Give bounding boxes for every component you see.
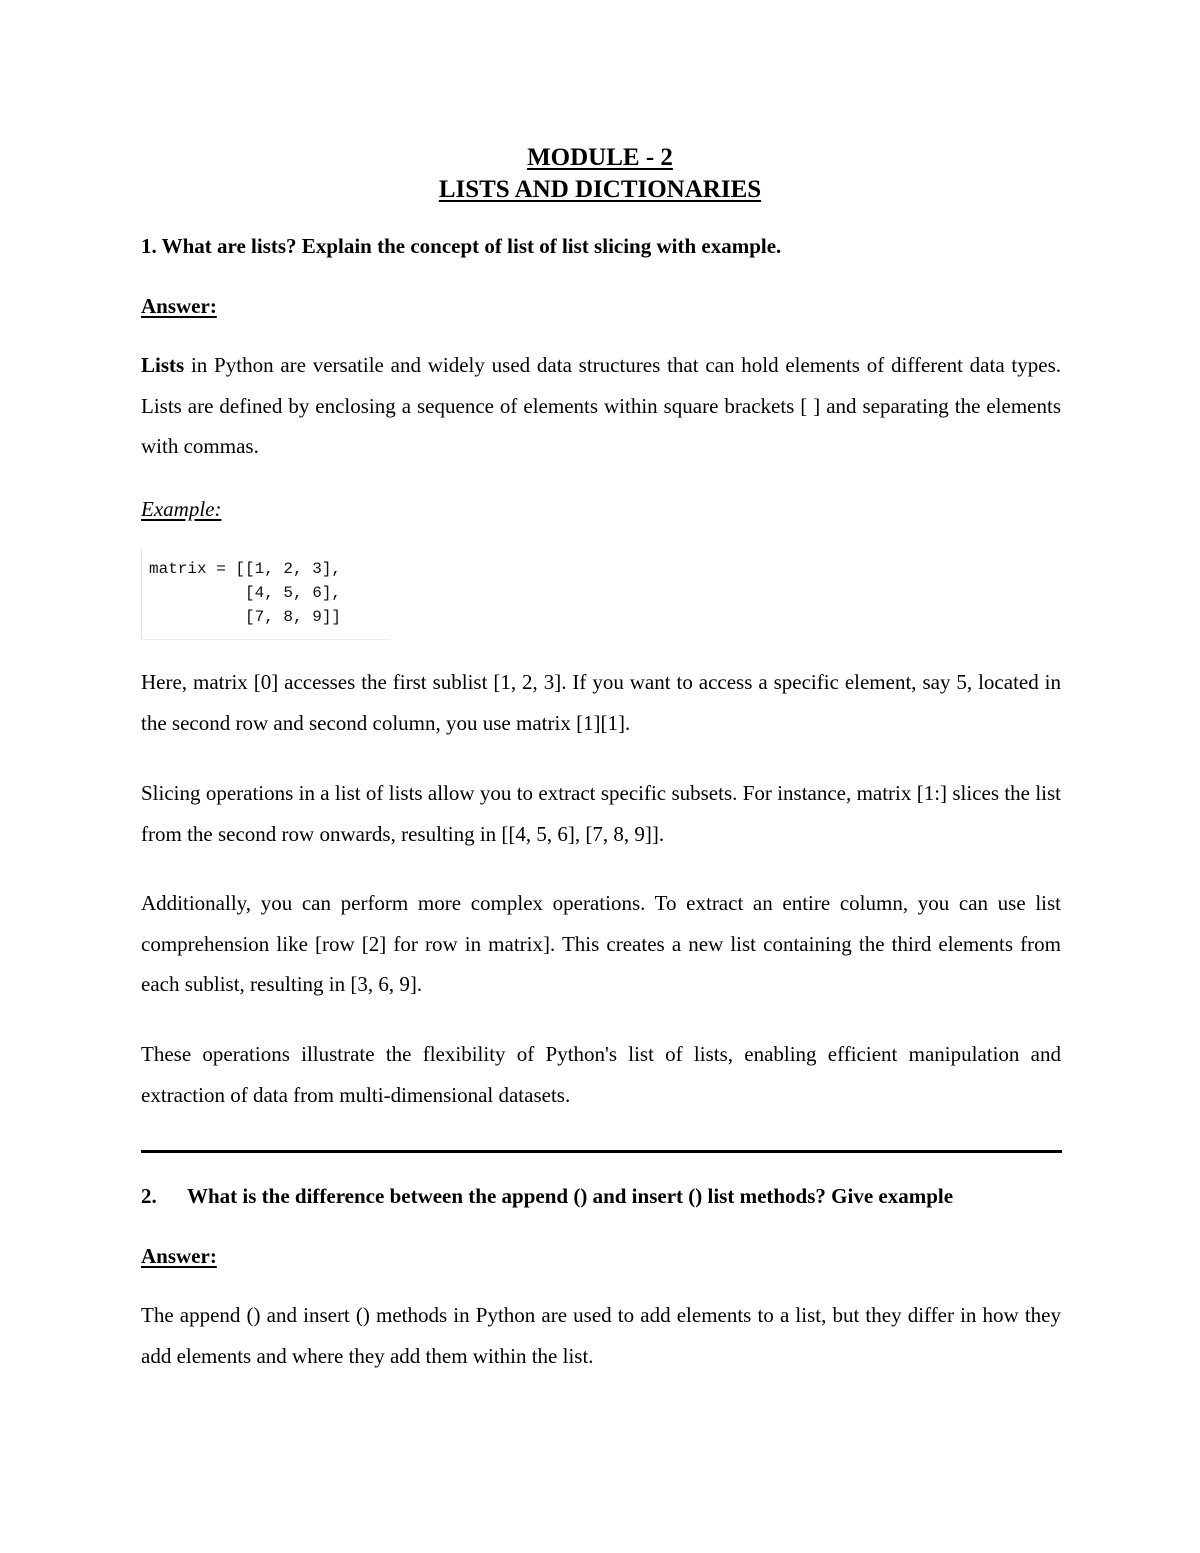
module-title: MODULE - 2	[527, 144, 673, 171]
q1-intro-paragraph	[141, 345, 1061, 467]
q2-paragraph-1: The append () and insert () methods in Python are used to add elements to a list, but they differ in how they add elements and where they add them within the list.	[141, 1303, 1061, 1368]
example-label: Example:	[141, 497, 222, 521]
q1-paragraph-4: Additionally, you can perform more complex operations. To extract an entire column, you can use list comprehension like [row [2] for row in matrix]. This creates a new list containing the third elements from each sublist, resulting in [3, 6, 9].	[141, 891, 1061, 996]
lists-term: Lists	[141, 353, 185, 377]
code-example-box	[141, 549, 390, 640]
module-subtitle: LISTS AND DICTIONARIES	[438, 176, 762, 203]
question-2-text: What is the difference between the append () and insert () list methods? Give example	[187, 1184, 954, 1208]
q1-paragraph-3: Slicing operations in a list of lists allow you to extract specific subsets. For instance, matrix [1:] slices the list from the second row onwards, resulting in [[4, 5, 6], [7, 8, 9]].	[141, 781, 1061, 846]
q1-paragraph-2: Here, matrix [0] accesses the first sublist [1, 2, 3]. If you want to access a specific element, say 5, located in the second row and second column, you use matrix [1][1].	[141, 670, 1061, 735]
answer-label-2: Answer:	[141, 1244, 217, 1268]
answer-label-1: Answer:	[141, 294, 217, 318]
q1-intro-text: in Python are versatile and widely used data structures that can hold elements of different data types. Lists are defined by enclosing a sequence of elements within square brackets [ ] and separating the elements with commas.	[141, 353, 1061, 458]
code-snippet: matrix = [[1, 2, 3], [4, 5, 6], [7, 8, 9]]	[149, 560, 342, 626]
question-2-number: 2.	[141, 1184, 157, 1208]
question-2	[141, 1183, 953, 1209]
question-1: 1. What are lists? Explain the concept of list of list slicing with example.	[141, 234, 782, 258]
q1-paragraph-5: These operations illustrate the flexibility of Python's list of lists, enabling efficient manipulation and extraction of data from multi-dimensional datasets.	[141, 1042, 1061, 1107]
section-divider	[141, 1150, 1062, 1153]
